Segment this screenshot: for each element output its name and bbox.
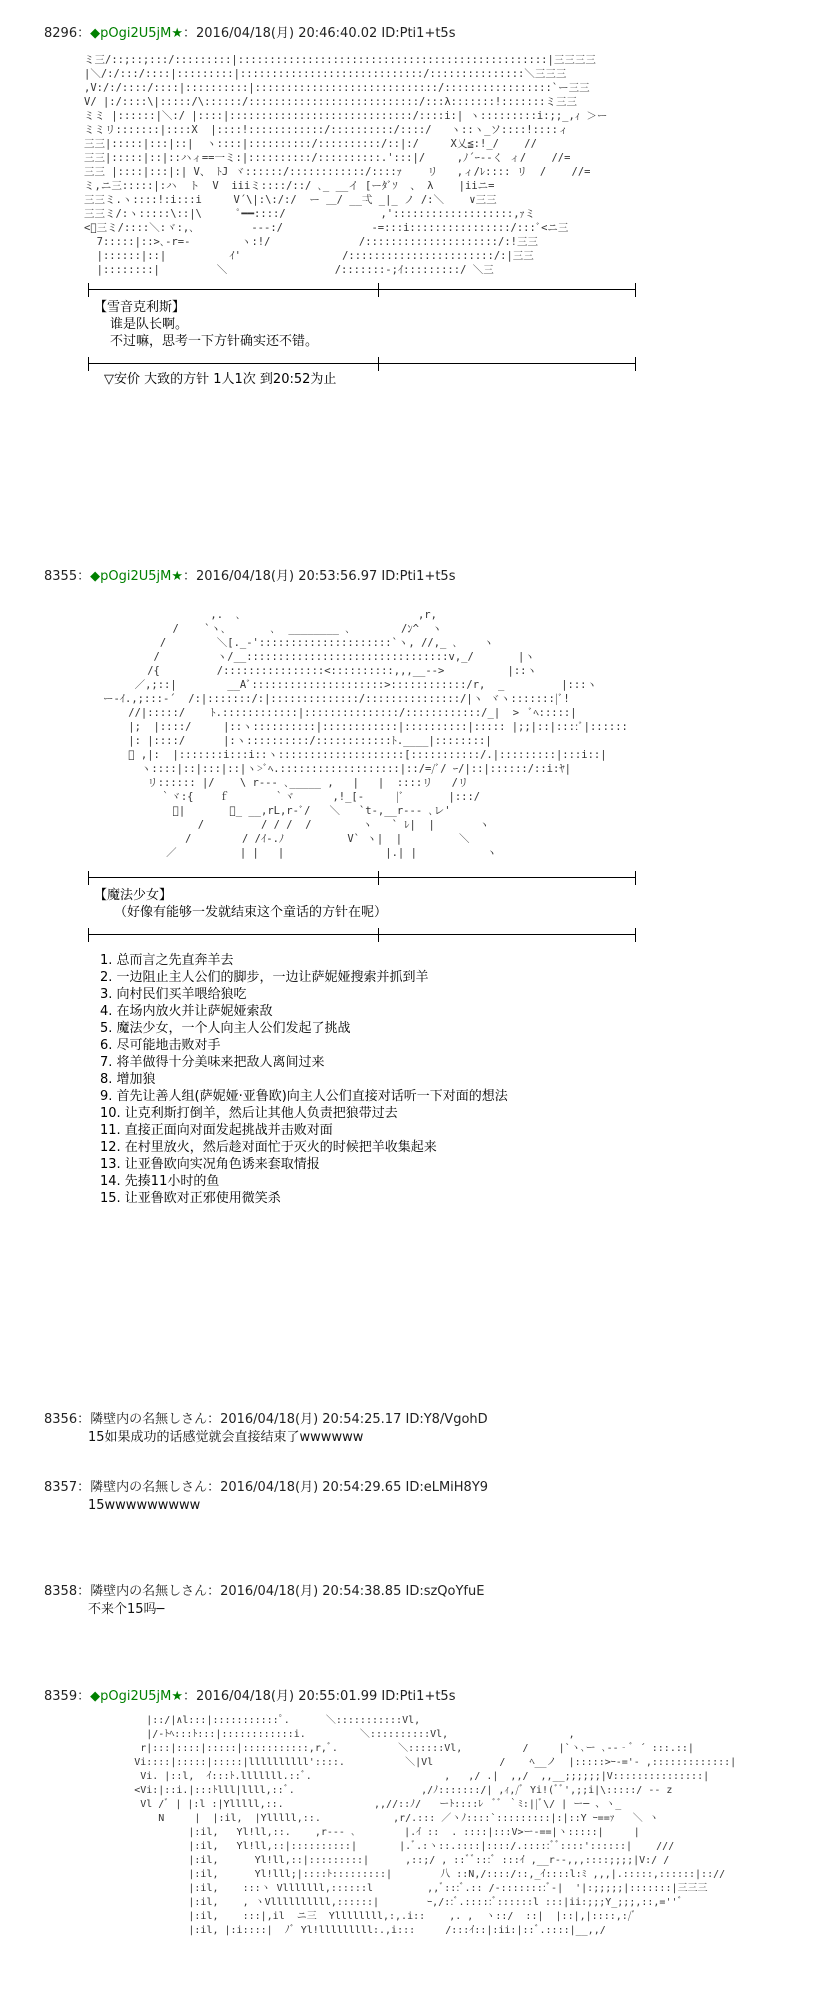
post-body: 不来个15吗─ bbox=[88, 1602, 165, 1617]
option-item: 3. 向村民们买羊喂给狼吃 bbox=[100, 987, 247, 1002]
speaker-label: 【魔法少女】 bbox=[94, 888, 173, 903]
post-body: 15wwwwwwwww bbox=[88, 1498, 201, 1513]
speaker-label: 【雪音克利斯】 bbox=[94, 300, 186, 315]
post-number: 8359 bbox=[44, 1689, 78, 1704]
post-8296 bbox=[44, 25, 784, 389]
frame-line-bottom bbox=[88, 359, 636, 369]
option-item: 10. 让克利斯打倒羊，然后让其他人负责把狼带过去 bbox=[100, 1106, 398, 1121]
post-8357 bbox=[44, 1479, 784, 1514]
option-item: 2. 一边阻止主人公们的脚步，一边让萨妮娅搜索并抓到羊 bbox=[100, 970, 429, 985]
option-item: 4. 在场内放火并让萨妮娅索敌 bbox=[100, 1004, 273, 1019]
post-number: 8296 bbox=[44, 26, 78, 41]
post-header bbox=[44, 25, 784, 43]
frame-line-top bbox=[88, 873, 636, 883]
option-item: 7. 将羊做得十分美味来把敌人离间过来 bbox=[100, 1055, 325, 1070]
option-list bbox=[100, 952, 784, 1207]
post-body: 15如果成功的话感觉就会直接结束了wwwwww bbox=[88, 1430, 364, 1445]
dialog-text: （好像有能够一发就结束这个童话的方针在呢） bbox=[114, 905, 388, 920]
option-item: 14. 先揍11小时的鱼 bbox=[100, 1174, 220, 1189]
option-item: 8. 增加狼 bbox=[100, 1072, 156, 1087]
dialog-text: 谁是队长啊。 不过嘛，思考一下方针确实还不错。 bbox=[110, 317, 319, 349]
option-item: 1. 总而言之先直奔羊去 bbox=[100, 953, 234, 968]
post-8358 bbox=[44, 1583, 784, 1618]
post-date-id: ：2016/04/18(月) 20:55:01.99 ID:Pti1+t5s bbox=[183, 1689, 456, 1704]
poster-trip: ◆pOgi2U5jM★ bbox=[90, 1689, 183, 1704]
option-item: 9. 首先让善人组(萨妮娅·亚鲁欧)向主人公们直接对话听一下对面的想法 bbox=[100, 1089, 508, 1104]
frame-line-top bbox=[88, 285, 636, 295]
option-item: 11. 直接正面向对面发起挑战并击败对面 bbox=[100, 1123, 333, 1138]
ascii-art: ミ三/::;::;:::/:::::::::|:::::::::::::::::::::::::::::::::::::::::::::::::|三三三三 |＼/:/:::/::::|:::::::::|:::::::::::::::::::::::::::::/:::::::::::::::＼三三三 ,V:/:/::::/::::|::::::::::|:::::::::::::::::::::::::::::/:::::::::::::::::`ー三三 V/ |:/::::\|:::::/\::::::/:::::::::::::::::::::::::::/:::λ:::::::!:::::::ミ三三 ミミ |::::::|＼:/ |::::|:::::::::::::::::::::::::::::/::::i:| ヽ:::::::::i:;;_,ｨ ＞ー ミミリ:::::::|::::X |::::!::::::::::::/::::::::::/::::/ ヽ::ヽ_ソ::::!::::ィ 三三|:::::|:::|::| ヽ::::|::::::::::/::::::::::/::|:/ X乂≦:!_/ // 三三|:::::|::|::ハィ==一ミ:|::::::::::/::::::::::.':::|/ ,ﾉ´ｰ‐-く ィ/ //= 三三 |::::|:::|:| V、 ﾄJ ヾ::::::/::::::::::::/::::ｧ リ ,ィ/ﾚ:::: リ / //= ミ,ニ三:::::|:ハ ト V iiiミ::::/::/ ､_ __イ [ーﾀﾞｿ 、 λ |iiニ= 三三ミ.ヽ::::!:i:::i V´\|:\:/:/ ー ＿/ __弌 _|_ ノ /:＼ ∨三三 三三ミ/:ヽ:::::\::|\ ﾟ━━::::/ ,':::::::::::::::::::,ｧミ <ﾞ三ミ/::::＼:ヾ:,､ ‐‐‐:/ -=:::i::::::::::::::::/:::ﾞ<ニ三 7:::::|::>､-r=- ヽ:!/ /:::::::::::::::::::::/:!三三 |::::::|::| ｲ' /:::::::::::::::::::::::/:|三三 |::::::::| ＼ /:::::::-;ｲ:::::::::/ ＼三 bbox=[84, 54, 608, 276]
vote-instruction: ▽安价 大致的方针 1人1次 到20:52为止 bbox=[104, 372, 337, 387]
option-item: 6. 尽可能地击败对手 bbox=[100, 1038, 221, 1053]
frame-line-bottom bbox=[88, 930, 636, 940]
post-number: 8355 bbox=[44, 569, 78, 584]
post-header: 8358：隣壁内の名無しさん：2016/04/18(月) 20:54:38.85 ID:szQoYfuE bbox=[44, 1584, 485, 1599]
post-header: 8356：隣壁内の名無しさん：2016/04/18(月) 20:54:25.17 ID:Y8/VgohD bbox=[44, 1412, 488, 1427]
post-8359 bbox=[44, 1688, 784, 2004]
post-8356 bbox=[44, 1411, 784, 1446]
post-sep: ： bbox=[77, 26, 91, 41]
post-8355 bbox=[44, 568, 784, 1207]
poster-trip: ◆pOgi2U5jM★ bbox=[90, 26, 183, 41]
post-sep: ： bbox=[77, 1689, 91, 1704]
post-date-id: ：2016/04/18(月) 20:46:40.02 ID:Pti1+t5s bbox=[183, 26, 456, 41]
post-header: 8357：隣壁内の名無しさん：2016/04/18(月) 20:54:29.65 ID:eLMiH8Y9 bbox=[44, 1480, 489, 1495]
ascii-art: ,. ､ ,r, / `ヽ､ ､ ________ ､ /ﾝ^ ヽ / ＼[._-':::::::::::::::::::::`ヽ, //,_ ､ ヽ / ヽ/__::::::::::::::::::::::::::::::::v,_/ |ヽ /{ /::::::::::::::::<::::::::::,,,__--> |::ヽ ／,;::| __Aﾞ:::::::::::::::::::::>::::::::::::/r, _ |:::ヽ ー‐ｲ.,;:::-´ /:|:::::::/:|::::::::::::::/:::::::::::::::/|ヽ ヾヽ:::::::|ﾞ! //|:::::/ ﾄ.::::::::::::|:::::::::::::::/::::::::::::/_| > ﾞﾍ:::::| |; |::::/ |::ヽ::::::::::|::::::::::::|::::::::::|::::: |;;|::|::::ﾞ|:::::: |: |::::/ |:ヽ::::::::::/::::::::::::ﾄ.____|::::::::| ﾞ ,|: |:::::::i:::i::ヽ::::::::::::::::::::[:::::::::::/.|:::::::::|:::i::| ヽ::::|::|:::|::|ヽ>ﾞﾍ.:::::::::::::::::::|::/=/ﾞ/ ｰ/|::|::::::/::i:ﾔ| リ:::::: |/ \ r--- ､_____ , | | ::::リ /リ ｀ヾ:{ ｆ ｀ヾ ,!_[- |ﾞ |:::/ ﾞ| ､_ __,rL,r-ﾞ/ ＼ `t-,__r--- ､レ' / / / / / ヽ ` ﾚ| | ヽ / / /ｲ-.ﾉ V` ヽ| | ＼ ／ | | | |.| | ヽ bbox=[102, 609, 628, 859]
post-date-id: ：2016/04/18(月) 20:53:56.97 ID:Pti1+t5s bbox=[183, 569, 456, 584]
option-item: 13. 让亚鲁欧向实况角色诱来套取情报 bbox=[100, 1157, 320, 1172]
post-header bbox=[44, 1688, 784, 1706]
option-item: 12. 在村里放火，然后趁对面忙于灭火的时候把羊收集起来 bbox=[100, 1140, 437, 1155]
poster-trip: ◆pOgi2U5jM★ bbox=[90, 569, 183, 584]
post-header bbox=[44, 568, 784, 586]
ascii-art: |::/|∧l:::|:::::::::::ﾟ. ＼:::::::::::Vl, |/-ﾄﾍ:::ﾄ:::|::::::::::::i. ＼::::::::::Vl, , r|:::|::::|:::::|:::::::::::,r,ﾞ. ＼::::::Vl, / |`ヽ､ー ､‐-‐ﾞ ´ :::.::| Vi::::|:::::|:::::|llllllllll'::::. ＼|Vl / ﾍ__ノ |:::::>ｰ-='- ,:::::::::::::| Vi. |::l, ｲ:::ﾄ.lllllll.::ﾞ. , ,/ .| ,,/ ,,__;;;;;;|V:::::::::::::::| <Vi:|::i.|:::ﾄlll|llll,::ﾞ. ,/ﾉ:::::::/| ,ｨ,/ﾞ Yi!(ﾞﾞ',;;i|\:::::/ -- z Vl /ﾞ | |:l :|Ylllll,::. ,,//::ﾉ/ ーﾄ::::ﾚ ﾞﾞ ｀ﾐ:||ﾞ\/ | ー─ 、ヽ_ N | |:il, |Ylllll,::. ,r/.::: ／ヽﾉ::::`:::::::::|:|::Y ｰ==ｧ ＼ ヽ |:il, Yl!ll,::. ,r--- ､ |.ｲ :: . ::::|:::V>ー-==|ヽ:::::| | |:il, Yl!ll,::|::::::::::| |.ﾞ.:ヽ::.::::|::::/.:::::ﾞﾞ::::'::::::| /// |:il, Yl!ll,::|:::::::::| ,::;/ , ::ﾞﾞ:::ﾞ :::ｲ ,__r--,,,::::;;;;|V:/ / |:il, Yl!lll;|::::ﾄ:::::::::| 八 ::N,/::::/::,_ｲ::::l:ﾐ ,,,|.:::::,::::::|::// |:il, :::ヽ Vlllllll,::::::l ,,ﾞ:::ﾞ.:: /‐::::::::ﾞ-| '|:;;;;;|:::::::|三三三 |:il, , ヽVllllllllll,::::::| ｰ,/::ﾞ.:::::ﾞ::::::l :::|ii:;;;Y_;;;,::,=''ﾞ |:il, :::|,il ニ三 Yllllllll,:,.i:: ,. , ヽ::/ ::| |::|,|::::,:/ﾞ |:il, |:i::::| ﾉﾞ Yl!lllllllll:.,i::: /:::ｲ::|:ii:|::ﾞ.::::|__,,/ bbox=[134, 1715, 737, 1936]
option-item: 5. 魔法少女，一个人向主人公们发起了挑战 bbox=[100, 1021, 351, 1036]
option-item: 15. 让亚鲁欧对正邪使用微笑杀 bbox=[100, 1191, 281, 1206]
post-sep: ： bbox=[77, 569, 91, 584]
